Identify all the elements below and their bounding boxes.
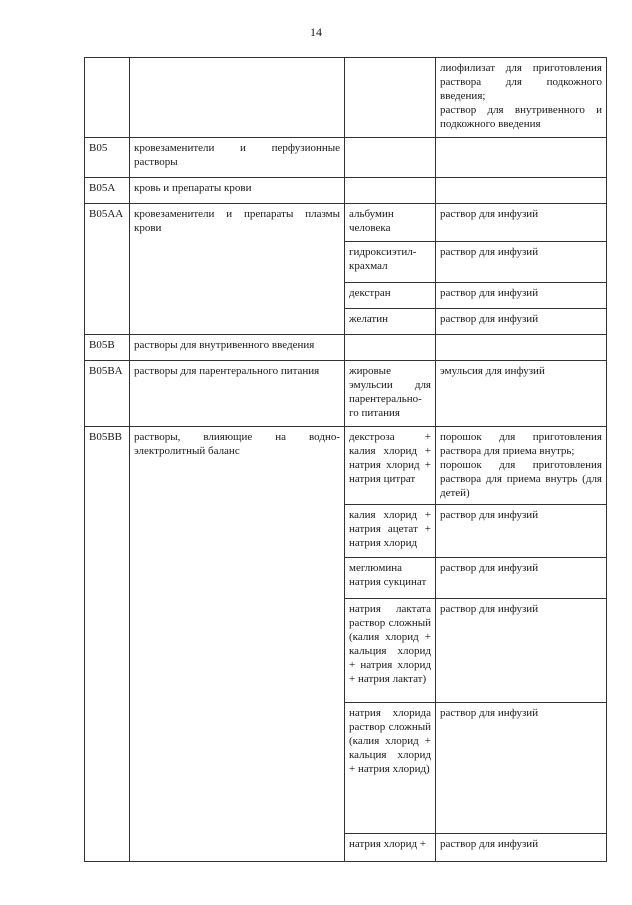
drug-cell: гидроксиэтил-крахмал: [345, 242, 436, 283]
table-row: [85, 178, 607, 204]
group-cell: растворы для парентерального питания: [130, 361, 345, 427]
form-cell: раствор для инфузий: [436, 599, 607, 703]
group-cell: кровезаменители и препараты плазмы крови: [130, 204, 345, 335]
form-cell: [436, 138, 607, 178]
atc-code-cell: B05: [85, 138, 130, 178]
atc-code-cell: B05BB: [85, 427, 130, 862]
form-cell: [436, 335, 607, 361]
table-row: [85, 335, 607, 361]
drug-cell: [345, 178, 436, 204]
drug-cell: альбумин человека: [345, 204, 436, 242]
table-row: [85, 427, 607, 505]
drug-cell: [345, 138, 436, 178]
drug-cell: декстран: [345, 283, 436, 309]
group-cell: кровезаменители и перфузионные растворы: [130, 138, 345, 178]
drug-cell: [345, 58, 436, 138]
group-cell: [130, 58, 345, 138]
drug-cell: [345, 335, 436, 361]
atc-code-cell: [85, 58, 130, 138]
form-cell: раствор для инфузий: [436, 505, 607, 558]
group-cell: растворы для внутривенного введения: [130, 335, 345, 361]
table-row: [85, 138, 607, 178]
atc-code-cell: B05AA: [85, 204, 130, 335]
atc-code-cell: B05B: [85, 335, 130, 361]
form-cell: раствор для инфузий: [436, 204, 607, 242]
form-cell: раствор для инфузий: [436, 309, 607, 335]
form-cell: раствор для инфузий: [436, 242, 607, 283]
form-cell: раствор для инфузий: [436, 558, 607, 599]
drug-cell: жировые эмульсии для парентерально-го питания: [345, 361, 436, 427]
table-row: [85, 58, 607, 138]
form-cell: порошок для приготовления раствора для приема внутрь; порошок для приготовления раствора для приема внутрь (для детей): [436, 427, 607, 505]
table-row: [85, 361, 607, 427]
group-cell: кровь и препараты крови: [130, 178, 345, 204]
form-cell: [436, 178, 607, 204]
form-cell: раствор для инфузий: [436, 834, 607, 862]
drug-cell: декстроза + калия хлорид + натрия хлорид + натрия цитрат: [345, 427, 436, 505]
form-cell: раствор для инфузий: [436, 283, 607, 309]
page-number: 14: [310, 25, 322, 39]
atc-code-cell: B05BA: [85, 361, 130, 427]
form-cell: раствор для инфузий: [436, 703, 607, 834]
form-cell: эмульсия для инфузий: [436, 361, 607, 427]
drug-cell: натрия хлорида раствор сложный (калия хлорид + кальция хлорид + натрия хлорид): [345, 703, 436, 834]
table-row: [85, 204, 607, 242]
drug-cell: калия хлорид + натрия ацетат + натрия хлорид: [345, 505, 436, 558]
drug-cell: меглюмина натрия сукцинат: [345, 558, 436, 599]
drug-cell: натрия хлорид +: [345, 834, 436, 862]
group-cell: растворы, влияющие на водно-электролитный баланс: [130, 427, 345, 862]
drug-table: [84, 57, 607, 862]
atc-code-cell: B05A: [85, 178, 130, 204]
drug-cell: желатин: [345, 309, 436, 335]
form-cell: лиофилизат для приготовления раствора для подкожного введения; раствор для внутривенного и подкожного введения: [436, 58, 607, 138]
drug-cell: натрия лактата раствор сложный (калия хлорид + кальция хлорид + натрия хлорид + натрия лактат): [345, 599, 436, 703]
